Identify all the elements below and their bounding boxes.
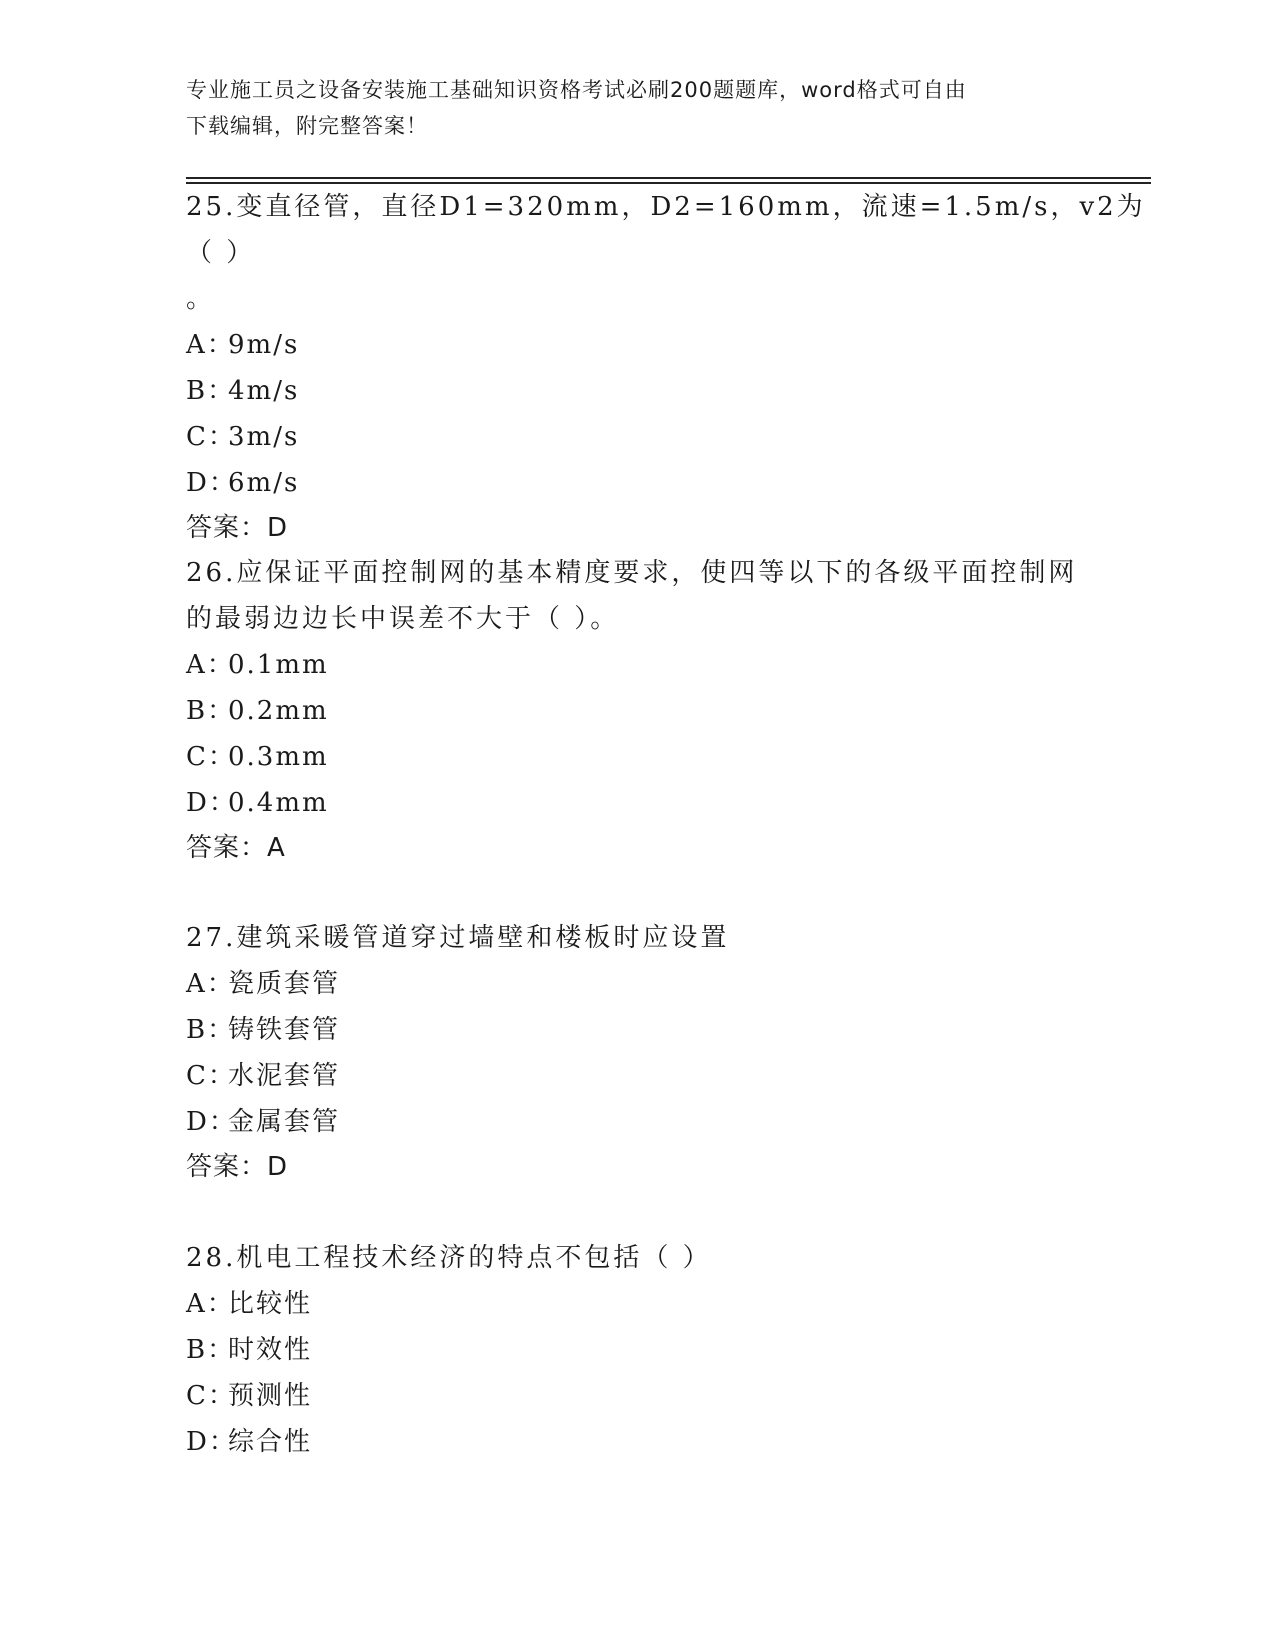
option-c: C：水泥套管	[186, 1061, 341, 1091]
option-d: D：金属套管	[186, 1107, 341, 1137]
question-stem: 26.应保证平面控制网的基本精度要求，使四等以下的各级平面控制网	[186, 558, 1078, 588]
option-d: D：6m/s	[186, 468, 300, 498]
question-stem: 25.变直径管，直径D1=320mm，D2=160mm，流速=1.5m/s，v2为（ ）	[186, 192, 1146, 268]
option-b: B：铸铁套管	[186, 1015, 341, 1045]
question-28	[186, 1235, 1146, 1465]
option-c: C：预测性	[186, 1381, 313, 1411]
question-stem-continued: 。	[186, 284, 216, 314]
header-rule-top	[186, 177, 1151, 179]
option-d: D：0.4mm	[186, 788, 329, 818]
option-b: B：时效性	[186, 1335, 313, 1365]
option-a: A：9m/s	[186, 330, 300, 360]
option-d: D：综合性	[186, 1427, 313, 1457]
header-line-2: 下载编辑，附完整答案！	[186, 114, 428, 138]
option-a: A：0.1mm	[186, 650, 329, 680]
option-a: A：比较性	[186, 1289, 313, 1319]
option-c: C：0.3mm	[186, 742, 329, 772]
question-25	[186, 184, 1146, 550]
question-stem-continued: 的最弱边边长中误差不大于（ ）。	[186, 604, 620, 634]
option-b: B：0.2mm	[186, 696, 329, 726]
answer-line: 答案：D	[186, 1152, 289, 1182]
question-stem: 27.建筑采暖管道穿过墙壁和楼板时应设置	[186, 923, 730, 953]
answer-line: 答案：D	[186, 513, 289, 543]
answer-line: 答案：A	[186, 833, 286, 863]
question-26	[186, 550, 1146, 870]
question-27	[186, 915, 1146, 1189]
option-b: B：4m/s	[186, 376, 300, 406]
option-c: C：3m/s	[186, 422, 300, 452]
document-header	[186, 72, 1066, 144]
option-a: A：瓷质套管	[186, 969, 341, 999]
question-stem: 28.机电工程技术经济的特点不包括（ ）	[186, 1243, 712, 1273]
header-line-1: 专业施工员之设备安装施工基础知识资格考试必刷200题题库，word格式可自由	[186, 78, 967, 102]
